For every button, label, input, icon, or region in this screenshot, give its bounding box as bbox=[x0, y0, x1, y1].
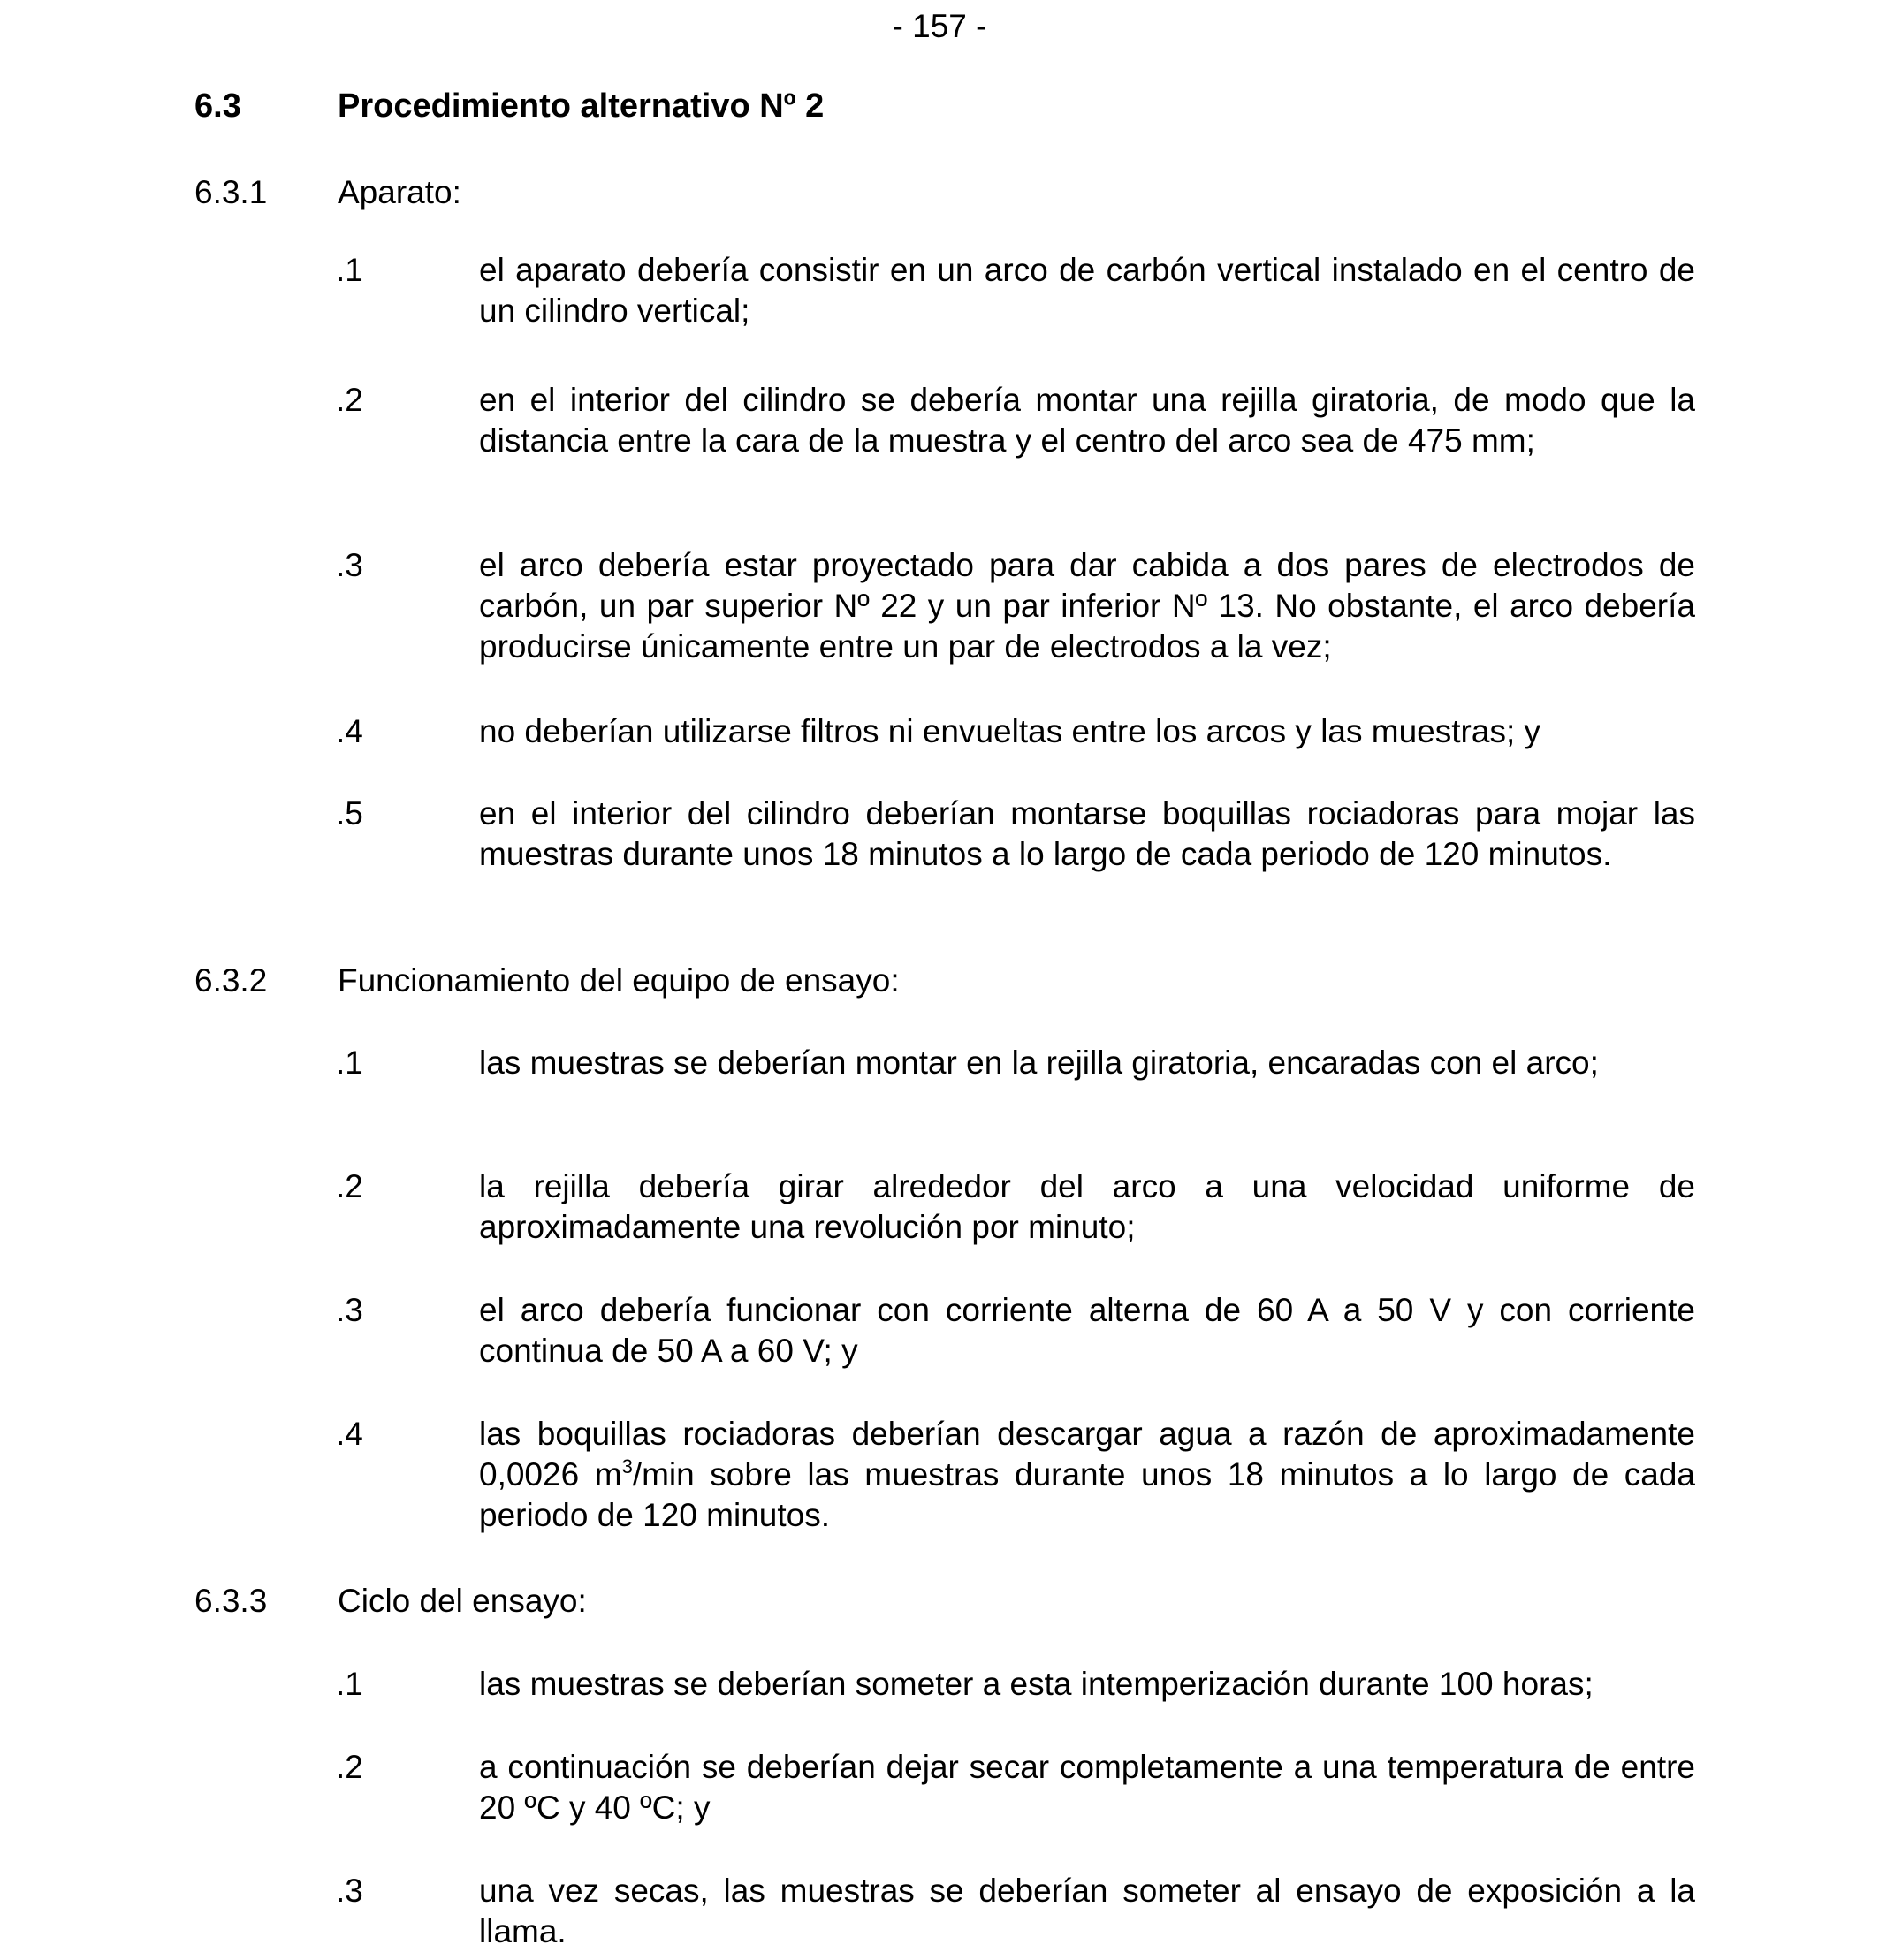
superscript: 3 bbox=[621, 1455, 633, 1478]
subsection-number: 6.3.1 bbox=[194, 174, 268, 210]
item-text: la rejilla debería girar alrededor del arco a una velocidad uniforme de aproximadamente una revolución por minuto; bbox=[479, 1168, 1695, 1245]
item-text: el aparato debería consistir en un arco de carbón vertical instalado en el centro de un cilindro vertical; bbox=[479, 252, 1695, 329]
item-text: las muestras se deberían someter a esta intemperización durante 100 horas; bbox=[479, 1666, 1594, 1702]
item-number: .1 bbox=[336, 252, 363, 288]
subsection-title: Aparato: bbox=[338, 174, 461, 210]
subsection-title: Ciclo del ensayo: bbox=[338, 1583, 587, 1619]
subsection-title: Funcionamiento del equipo de ensayo: bbox=[338, 962, 900, 999]
item-number: .2 bbox=[336, 1168, 363, 1204]
item-text: las muestras se deberían montar en la rejilla giratoria, encaradas con el arco; bbox=[479, 1045, 1599, 1081]
item-text: las boquillas rociadoras deberían descargar agua a razón de aproximadamente 0,0026 $m^3/\min$ sobre las muestras durante unos 18 minutos a lo largo de cada periodo de 120 minutos. bbox=[479, 1416, 1695, 1533]
subsection-number: 6.3.3 bbox=[194, 1583, 268, 1619]
item-number: .3 bbox=[336, 1292, 363, 1328]
section-title: Procedimiento alternativo Nº 2 bbox=[338, 87, 825, 125]
item-number: .2 bbox=[336, 382, 363, 418]
item-number: .3 bbox=[336, 547, 363, 583]
page-number: - 157 - bbox=[892, 8, 987, 44]
item-text: el arco debería funcionar con corriente alterna de 60 A a 50 V y con corriente continua de 50 A a 60 V; y bbox=[479, 1292, 1695, 1369]
item-text: no deberían utilizarse filtros ni envueltas entre los arcos y las muestras; y bbox=[479, 713, 1541, 749]
section-number: 6.3 bbox=[194, 87, 241, 125]
item-text: a continuación se deberían dejar secar completamente a una temperatura de entre 20 ºC y 40 ºC; y bbox=[479, 1749, 1695, 1826]
item-text: el arco debería estar proyectado para dar cabida a dos pares de electrodos de carbón, un par superior Nº 22 y un par inferior Nº 13. No obstante, el arco debería producirse únicamente entre un par de electrodos a la vez; bbox=[479, 547, 1695, 665]
item-number: .1 bbox=[336, 1666, 363, 1702]
subsection-number: 6.3.2 bbox=[194, 962, 268, 999]
item-text: en el interior del cilindro se debería montar una rejilla giratoria, de modo que la distancia entre la cara de la muestra y el centro del arco sea de 475 mm; bbox=[479, 382, 1695, 459]
item-number: .4 bbox=[336, 1416, 363, 1452]
item-number: .3 bbox=[336, 1873, 363, 1909]
item-text: en el interior del cilindro deberían montarse boquillas rociadoras para mojar las muestras durante unos 18 minutos a lo largo de cada periodo de 120 minutos. bbox=[479, 795, 1695, 872]
item-number: .5 bbox=[336, 795, 363, 832]
item-text: una vez secas, las muestras se deberían someter al ensayo de exposición a la llama. bbox=[479, 1873, 1695, 1949]
item-number: .2 bbox=[336, 1749, 363, 1785]
item-number: .4 bbox=[336, 713, 363, 749]
item-number: .1 bbox=[336, 1045, 363, 1081]
